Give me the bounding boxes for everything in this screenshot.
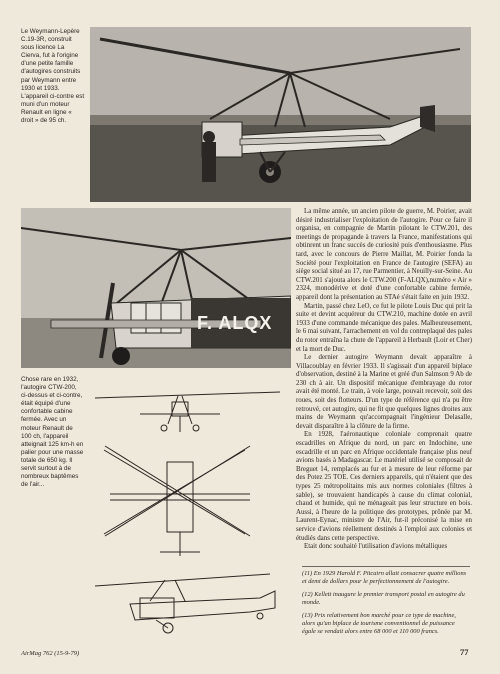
caption-mid: Chose rare en 1932, l'autogire CTW-200, ci-dessus et ci-contre, était équipé d'une confortable cabine fermée. Avec un moteur Renault de 100 ch, l'appareil atteignait 125 km-h en palier pour une masse totale de 650 kg. Il servit surtout à de nombreux baptêmes de l'air... xyxy=(21,376,84,489)
article-paragraph-4: En 1928, l'aéronautique coloniale comprenait quatre escadrilles en Afrique du nord, un parc en Indochine, une escadrille et un parc en Afrique occidentale française plus neuf avions basés à Madagascar. Le matériel utilisé se composait de Breguet 14, remplacés au fur et à mesure de leur réforme par des Potez 25 TOE. Ces derniers appareils, qui n'étaient que des types 25 métropolitains mis aux normes coloniales (filtres à sable), se trouvaient handicapés à cause du climat colonial, chaud et humide, qui ne ménageait pas leur structure en bois. Aussi, à l'heure de la politique des prototypes, prônée par M. Laurent-Eynac, ministre de l'Air, fut-il préconisé la mise en service d'avions réellement destinés à l'emploi aux colonies et étudiés dans cette perspective. xyxy=(296,431,472,542)
autogiro-photo-illustration xyxy=(90,27,471,202)
photo-autogiro-c19 xyxy=(90,27,471,202)
article-paragraph-1: La même année, un ancien pilote de guerre, M. Poirier, avait désiré industrialiser l'exploitation de l'autogire. Pour ce faire il organisa, en compagnie de Martin pilotant le CTW.201, des meetings de propagande à travers la France, manifestations qui obtinrent un franc succès de curiosité puis d'enthousiasme. Plus tard, avec le concours de Pierre Maillat, M. Poirier fonda la Société pour l'exploitation en France de l'autogire (SEFA) au siège social situé au 17, rue Parmentier, à Neuilly-sur-Seine. Au CTW.201 s'ajouta alors le CTW.200 (F-ALQX),numéro « Air » 2324, monodérive et doté d'une confortable cabine fermée, appareil dont la présentation au STAé s'était faite en juin 1932. xyxy=(296,208,473,301)
ctw200-photo-illustration xyxy=(21,208,291,368)
article-paragraph-5: Etait donc souhaité l'utilisation d'avions métalliques xyxy=(304,543,448,551)
footnotes xyxy=(302,566,470,641)
caption-top: Le Weymann-Lepère C.19-3R, construit sous licence La Cierva, fut à l'origine d'une petite famille d'autogires construits par Weymann entre 1930 et 1933. L'appareil ci-contre est muni d'un moteur Renault en ligne « droit » de 95 ch. xyxy=(21,28,85,125)
registration-marking: F. ALQX xyxy=(197,313,273,333)
article-paragraph-2: Martin, passé chez LeO, ce fut le pilote Louis Duc qui prit la suite et devint acquéreur du CTW.210, machine dotée en avril 1933 d'une commande mécanique des pales. Malheureusement, le 6 mai suivant, l'arrachement en vol du contreplaqué des pales du rotor entraîna la chute de l'appareil à Herbault (Loir et Cher) et la mort de Duc. xyxy=(296,302,472,353)
footnote-13: (13) Prix relativement bon marché pour ce type de machine, alors qu'un biplace de tourisme conventionnel de puissance égale se vendait alors entre 68 000 et 110 000 francs. xyxy=(302,612,456,635)
three-view-illustration xyxy=(90,376,290,640)
page-number: 77 xyxy=(460,647,469,657)
footnote-11: (11) En 1929 Harold F. Pitcairn allait consacrer quatre millions et demi de dollars pour le perfectionnement de l'autogire. xyxy=(302,570,467,585)
footnote-12: (12) Kellett inaugure le premier transport postal en autogire du monde. xyxy=(302,591,465,606)
article-column xyxy=(296,208,472,552)
three-view-drawing xyxy=(90,376,290,640)
article-paragraph-3: Le dernier autogire Weymann devait apparaître à Villacoublay en février 1933. Il s'agissait d'un appareil biplace d'observation, destiné à la Marine et gréé d'un Salmson 9 Ab de 230 ch à air. Un dispositif mécanique d'embrayage du rotor avait été monté. Le train, à voie large, pouvait recevoir, soit des roues, soit des flotteurs. D'un type de référence qui n'a pu être retrouvé, cet autogire, qui ne fit que quelques lignes droites aux mains de Weymann qu'accompagnait l'ingénieur Delasalle, devait disparaître à la clôture de la firme. xyxy=(296,354,472,430)
photo-ctw200 xyxy=(21,208,291,368)
magazine-reference: AirMag 762 (15-9-79) xyxy=(21,650,80,657)
